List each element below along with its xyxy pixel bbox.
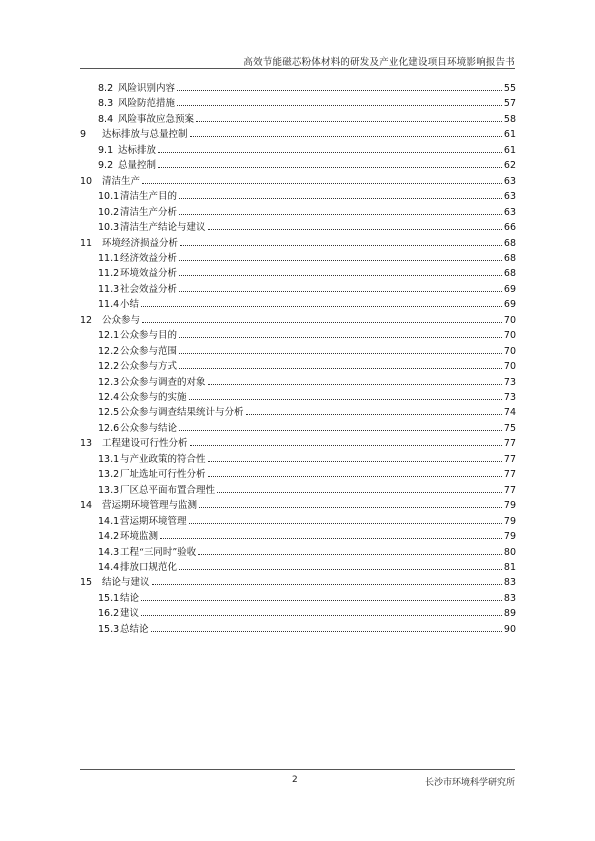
toc-title: 公众参与方式	[120, 361, 178, 373]
toc-chapter-row[interactable]	[80, 574, 516, 588]
toc-number: 13.3	[98, 484, 120, 496]
toc-page-number: 77	[503, 438, 516, 450]
toc-leader-dots	[152, 583, 502, 585]
toc-page-number: 70	[503, 314, 516, 326]
toc-page-number: 79	[503, 515, 516, 527]
toc-leader-dots	[179, 274, 502, 276]
toc-number: 9	[80, 129, 87, 141]
toc-title: 公众参与目的	[120, 330, 178, 342]
toc-chapter-row[interactable]	[80, 435, 516, 449]
toc-leader-dots	[208, 383, 502, 385]
toc-title: 风险事故应急预案	[118, 113, 195, 125]
toc-page-number: 90	[503, 623, 516, 635]
toc-section-row[interactable]	[98, 281, 516, 295]
toc-number: 12.3	[98, 376, 120, 388]
toc-title: 结论	[120, 592, 140, 604]
toc-page-number: 66	[503, 222, 516, 234]
toc-title: 清洁生产结论与建议	[120, 222, 206, 234]
toc-section-row[interactable]	[98, 95, 516, 109]
toc-number: 9.2	[98, 160, 114, 172]
toc-leader-dots	[141, 305, 502, 307]
toc-page-number: 79	[503, 531, 516, 543]
toc-section-row[interactable]	[98, 590, 516, 604]
toc-title: 总量控制	[118, 160, 157, 172]
toc-section-row[interactable]	[98, 80, 516, 94]
toc-leader-dots	[208, 475, 502, 477]
toc-leader-dots	[179, 429, 502, 431]
toc-number: 10	[80, 175, 93, 187]
toc-title: 建议	[120, 608, 140, 620]
toc-number: 8.3	[98, 98, 114, 110]
toc-section-row[interactable]	[98, 544, 516, 558]
toc-leader-dots	[246, 413, 502, 415]
toc-number: 14.1	[98, 515, 120, 527]
toc-chapter-row[interactable]	[80, 126, 516, 140]
toc-number: 10.2	[98, 206, 120, 218]
toc-section-row[interactable]	[98, 343, 516, 357]
toc-leader-dots	[142, 182, 502, 184]
toc-title: 清洁生产分析	[120, 206, 178, 218]
toc-section-row[interactable]	[98, 265, 516, 279]
toc-chapter-row[interactable]	[80, 235, 516, 249]
toc-title: 达标排放	[118, 144, 157, 156]
toc-page-number: 83	[503, 592, 516, 604]
toc-page-number: 83	[503, 577, 516, 589]
toc-leader-dots	[142, 321, 502, 323]
toc-chapter-row[interactable]	[80, 312, 516, 326]
toc-section-row[interactable]	[98, 513, 516, 527]
toc-title: 社会效益分析	[120, 283, 178, 295]
toc-title: 公众参与的实施	[120, 392, 187, 403]
toc-title: 公众参与结论	[120, 422, 178, 434]
toc-section-row[interactable]	[98, 327, 516, 341]
toc-leader-dots	[141, 614, 502, 616]
toc-section-row[interactable]	[98, 389, 516, 403]
toc-leader-dots	[189, 398, 502, 400]
toc-number: 11.4	[98, 299, 120, 311]
toc-section-row[interactable]	[98, 420, 516, 434]
toc-page-number: 75	[503, 422, 516, 434]
footer-organization: 长沙市环境科学研究所	[424, 778, 515, 788]
toc-leader-dots	[160, 537, 502, 539]
toc-section-row[interactable]	[98, 296, 516, 310]
toc-title: 小结	[120, 299, 140, 311]
toc-title: 与产业政策的符合性	[120, 453, 206, 465]
toc-number: 13	[80, 438, 93, 450]
toc-number: 11.1	[98, 252, 120, 264]
toc-title: 环境效益分析	[120, 268, 178, 280]
toc-title: 营运期环境管理	[120, 515, 187, 527]
toc-section-row[interactable]	[98, 157, 516, 171]
toc-page-number: 68	[503, 237, 516, 249]
toc-title: 营运期环境管理与监测	[102, 500, 198, 512]
toc-number: 10.3	[98, 222, 120, 234]
toc-number: 12.1	[98, 330, 120, 342]
toc-section-row[interactable]	[98, 219, 516, 233]
toc-title: 工程建设可行性分析	[102, 438, 188, 450]
toc-page-number: 74	[503, 407, 516, 419]
toc-section-row[interactable]	[98, 204, 516, 218]
toc-page-number: 68	[503, 252, 516, 264]
toc-title: 结论与建议	[102, 577, 150, 589]
toc-page-number: 81	[503, 561, 516, 573]
toc-number: 15	[80, 577, 93, 589]
toc-section-row[interactable]	[98, 188, 516, 202]
toc-section-row[interactable]	[98, 451, 516, 465]
toc-number: 12.4	[98, 392, 120, 403]
toc-title: 公众参与调查结果统计与分析	[120, 407, 244, 419]
toc-page-number: 69	[503, 299, 516, 311]
toc-title: 风险防范措施	[118, 98, 176, 110]
toc-page-number: 89	[503, 608, 516, 620]
toc-page-number: 68	[503, 268, 516, 280]
toc-leader-dots	[177, 89, 502, 91]
toc-title: 环境经济损益分析	[102, 237, 179, 249]
toc-leader-dots	[208, 228, 502, 230]
toc-page-number: 79	[503, 500, 516, 512]
toc-title: 公众参与调查的对象	[120, 376, 206, 388]
toc-leader-dots	[179, 336, 502, 338]
toc-title: 工程“三同时”验收	[120, 546, 197, 558]
toc-number: 10.1	[98, 191, 120, 203]
toc-title: 公众参与	[102, 314, 141, 326]
toc-page-number: 77	[503, 453, 516, 465]
toc-number: 11.3	[98, 283, 120, 295]
toc-leader-dots	[179, 197, 502, 199]
toc-number: 12.2	[98, 345, 120, 357]
toc-number: 8.4	[98, 113, 114, 125]
toc-page-number: 77	[503, 484, 516, 496]
toc-page-number: 63	[503, 191, 516, 203]
toc-title: 经济效益分析	[120, 252, 178, 264]
toc-number: 14	[80, 500, 93, 512]
toc-number: 8.2	[98, 83, 114, 94]
toc-leader-dots	[208, 460, 502, 462]
toc-page-number: 73	[503, 392, 516, 403]
toc-section-row[interactable]	[98, 559, 516, 573]
toc-title: 厂区总平面布置合理性	[120, 484, 216, 496]
toc-leader-dots	[179, 367, 502, 369]
toc-leader-dots	[179, 259, 502, 261]
toc-leader-dots	[198, 553, 502, 555]
toc-page-number: 61	[503, 144, 516, 156]
toc-number: 15.3	[98, 623, 120, 635]
toc-page-number: 73	[503, 376, 516, 388]
toc-number: 12.2	[98, 361, 120, 373]
toc-section-row[interactable]	[98, 605, 516, 619]
toc-number: 11	[80, 237, 93, 249]
toc-number: 12.6	[98, 422, 120, 434]
toc-page-number: 63	[503, 206, 516, 218]
toc-leader-dots	[196, 120, 502, 122]
toc-title: 清洁生产	[102, 175, 141, 187]
toc-section-row[interactable]	[98, 111, 516, 125]
toc-leader-dots	[179, 290, 502, 292]
toc-leader-dots	[190, 135, 502, 137]
toc-page-number: 63	[503, 175, 516, 187]
toc-page-number: 55	[503, 83, 516, 94]
toc-page-number: 69	[503, 283, 516, 295]
toc-number: 11.2	[98, 268, 120, 280]
toc-chapter-row[interactable]	[80, 497, 516, 511]
toc-title: 厂址选址可行性分析	[120, 469, 206, 481]
toc-chapter-row[interactable]	[80, 173, 516, 187]
toc-section-row[interactable]	[98, 482, 516, 496]
toc-section-row[interactable]	[98, 404, 516, 418]
toc-leader-dots	[141, 599, 502, 601]
toc-leader-dots	[190, 444, 502, 446]
toc-title: 总结论	[120, 623, 149, 635]
toc-leader-dots	[179, 352, 502, 354]
toc-page-number: 57	[503, 98, 516, 110]
toc-page-number: 61	[503, 129, 516, 141]
toc-section-row[interactable]	[98, 621, 516, 635]
toc-leader-dots	[189, 522, 502, 524]
toc-page-number: 70	[503, 330, 516, 342]
toc-leader-dots	[199, 506, 502, 508]
toc-page-number: 70	[503, 361, 516, 373]
toc-leader-dots	[217, 491, 502, 493]
toc-page-number: 70	[503, 345, 516, 357]
toc-title: 达标排放与总量控制	[102, 129, 188, 141]
toc-leader-dots	[158, 151, 502, 153]
toc-leader-dots	[158, 166, 502, 168]
header-rule	[80, 68, 515, 69]
toc-number: 16.2	[98, 608, 120, 620]
toc-number: 13.1	[98, 453, 120, 465]
toc-title: 风险识别内容	[118, 83, 176, 94]
toc-section-row[interactable]	[98, 374, 516, 388]
toc-leader-dots	[151, 630, 502, 632]
toc-section-row[interactable]	[98, 358, 516, 372]
toc-page-number: 77	[503, 469, 516, 481]
toc-number: 9.1	[98, 144, 114, 156]
toc-section-row[interactable]	[98, 250, 516, 264]
toc-leader-dots	[179, 568, 502, 570]
toc-section-row[interactable]	[98, 528, 516, 542]
toc-number: 13.2	[98, 469, 120, 481]
header-title: 高效节能磁芯粉体材料的研发及产业化建设项目环境影响报告书	[243, 57, 515, 68]
toc-number: 15.1	[98, 592, 120, 604]
toc-page-number: 62	[503, 160, 516, 172]
toc-title: 排放口规范化	[120, 561, 178, 573]
toc-number: 14.2	[98, 531, 120, 543]
toc-title: 环境监测	[120, 531, 159, 543]
toc-number: 12	[80, 314, 93, 326]
footer-rule	[80, 769, 515, 770]
toc-section-row[interactable]	[98, 466, 516, 480]
toc-title: 清洁生产目的	[120, 191, 178, 203]
toc-title: 公众参与范围	[120, 345, 178, 357]
toc-number: 14.4	[98, 561, 120, 573]
toc-page-number: 80	[503, 546, 516, 558]
toc-leader-dots	[177, 104, 502, 106]
toc-page-number: 58	[503, 113, 516, 125]
toc-number: 12.5	[98, 407, 120, 419]
toc-leader-dots	[180, 244, 502, 246]
footer-page-number: 2	[292, 775, 298, 785]
toc-leader-dots	[179, 213, 502, 215]
toc-section-row[interactable]	[98, 142, 516, 156]
toc-number: 14.3	[98, 546, 120, 558]
